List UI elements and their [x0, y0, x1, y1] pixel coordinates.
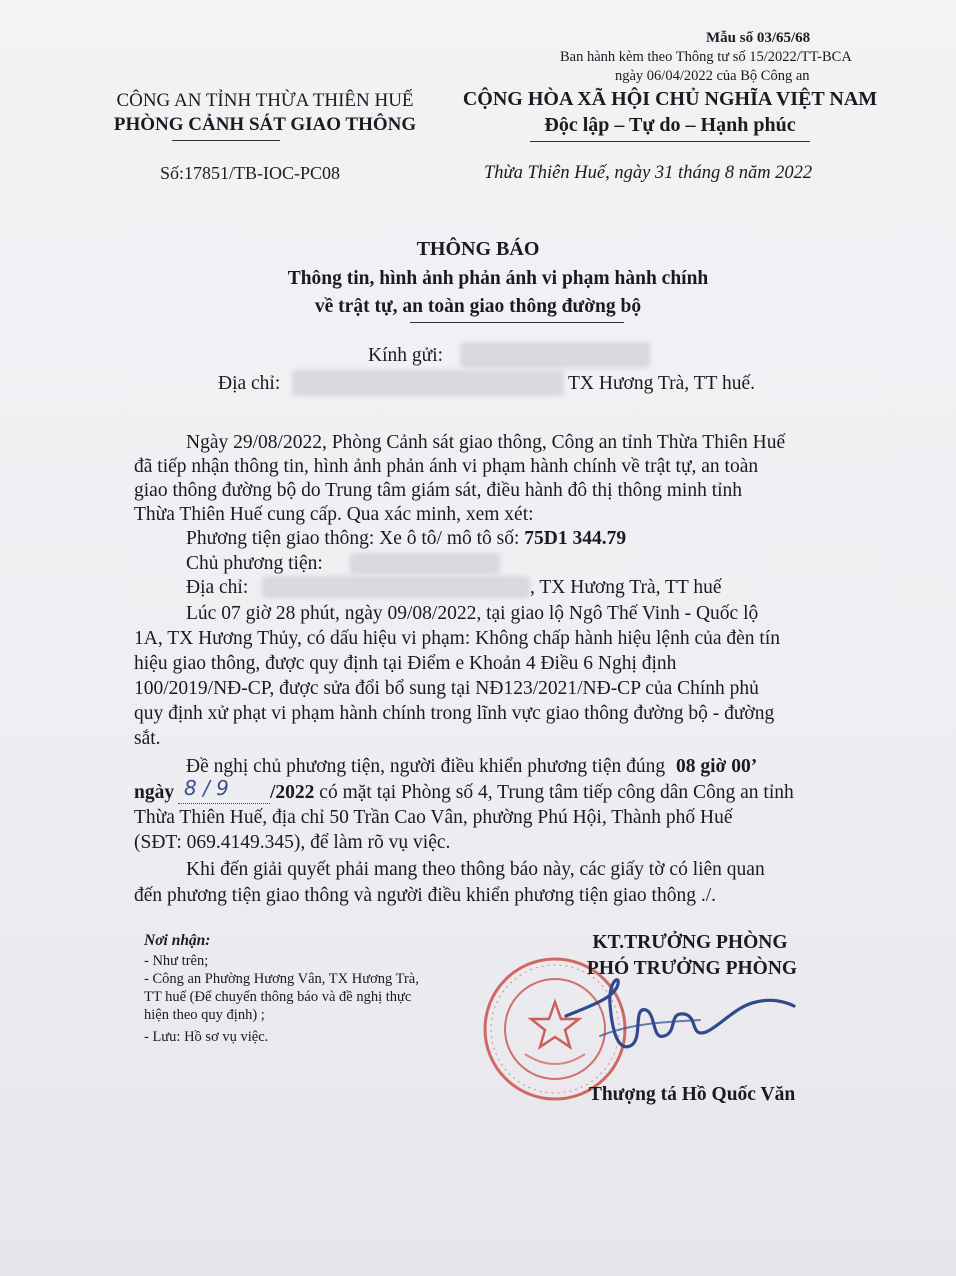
- p2-line2: 1A, TX Hương Thủy, có dấu hiệu vi phạm: Không chấp hành hiệu lệnh của đèn tín: [134, 628, 781, 649]
- p2-line6: sắt.: [134, 728, 161, 749]
- redacted-address: [292, 370, 564, 396]
- p3-line3: Thừa Thiên Huế, địa chỉ 50 Trần Cao Vân, phường Phú Hội, Thành phố Huế: [134, 807, 733, 828]
- p1-line2: đã tiếp nhận thông tin, hình ảnh phản ánh vi phạm hành chính về trật tự, an toàn: [134, 456, 759, 477]
- p1-line3: giao thông đường bộ do Trung tâm giám sát, điều hành đô thị thông minh tỉnh: [134, 480, 743, 501]
- p3-line2: [270, 781, 794, 805]
- place-date: Thừa Thiên Huế, ngày 31 tháng 8 năm 2022: [484, 163, 813, 183]
- header-org: CÔNG AN TỈNH THỪA THIÊN HUẾ: [116, 90, 414, 111]
- recipients-line2: - Công an Phường Hương Vân, TX Hương Trà,: [144, 971, 419, 987]
- header-dept: PHÒNG CẢNH SÁT GIAO THÔNG: [113, 114, 417, 135]
- header-motto-underline: [530, 141, 810, 142]
- p3-line1: [186, 755, 757, 779]
- title-underline: [410, 322, 624, 323]
- p3-day-label: ngày: [134, 782, 175, 803]
- p2-line1: Lúc 07 giờ 28 phút, ngày 09/08/2022, tại giao lộ Ngô Thế Vinh - Quốc lộ: [186, 603, 759, 624]
- date-dotted-line: [178, 803, 270, 804]
- form-issued-line1: Ban hành kèm theo Thông tư số 15/2022/TT-BCA: [560, 49, 852, 65]
- address-suffix: TX Hương Trà, TT huế.: [568, 373, 756, 394]
- owner-address-label: Địa chỉ:: [186, 577, 249, 598]
- p1-line1: Ngày 29/08/2022, Phòng Cảnh sát giao thông, Công an tỉnh Thừa Thiên Huế: [186, 432, 786, 453]
- notice-subtitle-1: Thông tin, hình ảnh phản ánh vi phạm hành chính: [287, 268, 709, 289]
- to-label: Kính gửi:: [368, 345, 444, 366]
- form-number: Mẫu số 03/65/68: [706, 30, 811, 46]
- p4-line2: đến phương tiện giao thông và người điều khiển phương tiện giao thông ./.: [134, 885, 717, 906]
- header-motto: Độc lập – Tự do – Hạnh phúc: [544, 114, 796, 136]
- notice-subtitle-2: về trật tự, an toàn giao thông đường bộ: [314, 296, 642, 317]
- signatory-name: Thượng tá Hồ Quốc Văn: [588, 1084, 796, 1105]
- p2-line3: hiệu giao thông, được quy định tại Điểm e Khoản 4 Điều 6 Nghị định: [134, 653, 677, 674]
- doc-number: Số:17851/TB-IOC-PC08: [160, 163, 341, 183]
- p3-line1-text: Đề nghị chủ phương tiện, người điều khiển phương tiện đúng: [186, 756, 666, 777]
- recipients-line1: - Như trên;: [144, 953, 209, 969]
- redacted-recipient: [460, 342, 650, 368]
- p3-time: 08 giờ 00’: [676, 756, 758, 777]
- vehicle-line: [186, 527, 626, 551]
- signature-role2: PHÓ TRƯỞNG PHÒNG: [586, 958, 798, 979]
- p4-line1: Khi đến giải quyết phải mang theo thông báo này, các giấy tờ có liên quan: [186, 859, 765, 880]
- handwritten-date: 8 / 9: [184, 776, 229, 800]
- p3-line4: (SĐT: 069.4149.345), để làm rõ vụ việc.: [134, 832, 451, 853]
- owner-label: Chủ phương tiện:: [186, 553, 323, 574]
- redacted-owner-address: [262, 576, 530, 598]
- recipients-title: Nơi nhận:: [144, 932, 211, 949]
- recipients-line3: TT huế (Để chuyển thông báo và đề nghị thực: [144, 989, 412, 1005]
- p2-line5: quy định xử phạt vi phạm hành chính trong lĩnh vực giao thông đường bộ - đường: [134, 703, 775, 724]
- handwritten-signature: [560, 976, 800, 1066]
- notice-title: THÔNG BÁO: [416, 238, 540, 260]
- p2-line4: 100/2019/NĐ-CP, được sửa đổi bổ sung tại NĐ123/2021/NĐ-CP của Chính phủ: [134, 678, 759, 699]
- p3-line2-rest: có mặt tại Phòng số 4, Trung tâm tiếp công dân Công an tỉnh: [319, 782, 794, 803]
- vehicle-plate: 75D1 344.79: [524, 528, 627, 549]
- address-label: Địa chỉ:: [218, 373, 281, 394]
- signature-role1: KT.TRƯỞNG PHÒNG: [592, 932, 788, 953]
- vehicle-label: Phương tiện giao thông: Xe ô tô/ mô tô số:: [186, 528, 520, 549]
- recipients-line4: hiện theo quy định) ;: [144, 1007, 265, 1023]
- form-issued-line2: ngày 06/04/2022 của Bộ Công an: [615, 68, 810, 84]
- header-dept-underline: [172, 140, 280, 141]
- redacted-owner: [350, 553, 500, 575]
- p1-line4: Thừa Thiên Huế cung cấp. Qua xác minh, xem xét:: [134, 504, 534, 525]
- recipients-line5: - Lưu: Hồ sơ vụ việc.: [144, 1029, 269, 1045]
- p3-year: /2022: [270, 782, 315, 803]
- owner-address-suffix: , TX Hương Trà, TT huế: [530, 577, 722, 598]
- header-country: CỘNG HÒA XÃ HỘI CHỦ NGHĨA VIỆT NAM: [462, 88, 878, 110]
